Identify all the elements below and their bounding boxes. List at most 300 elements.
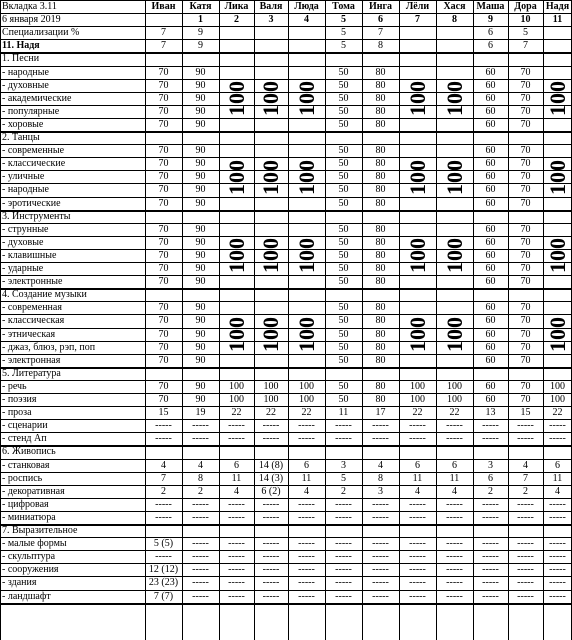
column-number: 9 [488,14,493,26]
value-cell: 6 [452,459,457,471]
section-title: 1. Песни [2,53,40,65]
value-cell: 60 [485,197,496,209]
value-cell: 90 [195,92,206,104]
merged-value-cell: 100 [544,158,570,195]
value-cell: 60 [485,66,496,78]
column-divider [219,0,220,640]
value-cell: 50 [338,341,349,353]
value-cell: 70 [520,354,531,366]
value-cell: ----- [298,564,315,576]
value-cell: ----- [446,538,463,550]
value-cell: ----- [335,577,352,589]
value-cell: 50 [338,223,349,235]
row-label: - сценарии [2,420,48,432]
row-divider [0,183,572,184]
value-cell: ----- [409,590,426,602]
value-cell: ----- [262,590,280,602]
value-cell: 70 [158,354,169,366]
value-cell: 100 [410,394,425,405]
value-cell: 70 [158,328,169,340]
value-cell [399,39,436,52]
value-cell: 60 [485,380,496,392]
value-cell: 50 [338,380,349,392]
value-cell: 4 [198,459,203,471]
column-divider [508,0,509,640]
value-cell: 60 [485,79,496,91]
column-number: 6 [378,14,383,26]
column-divider [399,0,400,640]
value-cell: ----- [372,590,389,602]
value-cell: 90 [195,118,206,130]
value-cell: ----- [155,498,172,510]
value-cell: 90 [195,236,206,248]
value-cell: 70 [520,302,531,314]
row-divider [0,341,572,342]
value-cell: ----- [549,538,566,550]
value-cell [219,26,254,39]
value-cell: ----- [228,420,245,432]
section-title: 7. Выразительное [2,525,78,536]
value-cell: ----- [155,420,172,432]
row-divider [0,354,572,355]
value-cell: 70 [158,394,169,405]
value-cell: ----- [192,498,209,510]
value-cell: 100 [299,394,314,405]
merged-value-cell: 100 [258,237,283,274]
value-cell: 100 [263,380,279,392]
value-cell: 3 [378,485,383,497]
value-cell: 4 [555,485,560,497]
value-cell: 8 [198,472,203,484]
value-cell: 70 [520,315,531,327]
value-cell [436,39,473,52]
value-cell: ----- [446,420,463,432]
value-cell: ----- [517,511,534,523]
value-cell: 80 [375,276,386,288]
row-label: - скульптура [2,551,56,563]
value-cell: ----- [446,564,463,576]
value-cell: 50 [338,394,349,405]
value-cell [219,39,254,52]
value-cell: ----- [262,433,280,445]
column-number: 10 [520,14,531,26]
row-divider [0,432,572,433]
value-cell: ----- [549,590,566,602]
row-divider [0,66,572,67]
row-divider [0,314,572,315]
value-cell: 60 [485,145,496,157]
value-cell: ----- [446,577,463,589]
value-cell: 80 [375,197,386,209]
row-divider [0,197,572,198]
value-cell: 60 [485,341,496,353]
row-divider [0,118,572,119]
value-cell: ----- [482,564,499,576]
value-cell: 80 [375,263,386,274]
value-cell: ----- [446,433,463,445]
sheet-title: Вкладка 3.11 [2,1,57,12]
value-cell: 70 [520,79,531,91]
value-cell: 11 [231,472,242,484]
value-cell: 12 (12) [148,564,179,576]
row-label: - ударные [2,263,44,274]
value-cell: ----- [549,420,566,432]
value-cell: 23 (23) [148,577,179,589]
value-cell: ----- [192,577,209,589]
value-cell: ----- [372,498,389,510]
row-divider [0,406,572,407]
value-cell: 70 [520,263,531,274]
value-cell: 6 [488,40,493,52]
value-cell: 2 [198,485,203,497]
merged-value-cell: 100 [404,316,430,353]
row-label: - духовые [2,236,44,248]
row-divider [0,262,572,263]
value-cell: ----- [372,577,389,589]
value-cell: ----- [409,498,426,510]
value-cell: 6 [488,472,493,484]
value-cell: ----- [228,433,245,445]
value-cell: 50 [338,79,349,91]
value-cell [288,39,325,52]
value-cell: ----- [372,433,389,445]
column-divider [254,0,255,640]
merged-value-cell: 100 [293,158,319,195]
row-label: - джаз, блюз, рэп, поп [2,341,96,353]
value-cell: 80 [375,236,386,248]
value-cell: ----- [482,551,499,563]
value-cell: 2 [488,485,493,497]
value-cell: ----- [549,433,566,445]
row-label: - народные [2,184,49,196]
value-cell [254,39,288,52]
value-cell: 22 [231,407,242,419]
value-cell: 70 [520,328,531,340]
value-cell: ----- [549,511,566,523]
value-cell: 60 [485,263,496,274]
merged-value-cell: 100 [404,80,430,117]
value-cell: 70 [158,276,169,288]
column-number: 4 [304,14,309,26]
row-divider [0,563,572,564]
value-cell: ----- [409,511,426,523]
column-name: Надя [545,1,570,12]
value-cell: ----- [155,433,172,445]
column-name: Хася [443,1,466,12]
merged-value-cell: 100 [544,237,570,274]
value-cell: 5 (5) [153,538,174,550]
value-cell: 50 [338,105,349,117]
value-cell: 90 [195,79,206,91]
row-label: - декоративная [2,485,65,497]
value-cell: 90 [195,184,206,196]
value-cell: ----- [155,511,172,523]
value-cell: 60 [485,184,496,196]
value-cell: ----- [517,590,534,602]
value-cell: 100 [410,380,425,392]
column-name: Инга [368,1,393,12]
value-cell: 50 [338,184,349,196]
row-divider [0,79,572,80]
row-label: - малые формы [2,538,67,550]
value-cell: ----- [372,538,389,550]
row-divider [0,393,572,394]
merged-value-cell: 100 [441,80,467,117]
value-cell: 6 [488,27,493,39]
column-number: 1 [198,14,203,26]
row-divider [0,301,572,302]
value-cell: 90 [195,380,206,392]
value-cell [436,26,473,39]
value-cell: 6 (2) [261,485,281,497]
row-label: - этническая [2,328,56,340]
value-cell: ----- [192,551,209,563]
value-cell: ----- [298,538,315,550]
row-divider [0,419,572,420]
row-divider [0,157,572,158]
row-divider [0,170,572,171]
value-cell: ----- [192,538,209,550]
value-cell: ----- [262,498,280,510]
value-cell: ----- [409,564,426,576]
value-cell: 4 [415,485,420,497]
value-cell: 50 [338,118,349,130]
value-cell: 60 [485,302,496,314]
merged-value-cell: 100 [293,80,319,117]
value-cell: ----- [517,577,534,589]
value-cell: 80 [375,328,386,340]
row-divider [0,236,572,237]
value-cell: ----- [335,551,352,563]
row-label: - здания [2,577,37,589]
value-cell: 60 [485,236,496,248]
value-cell: 70 [158,145,169,157]
value-cell: 80 [375,394,386,405]
merged-value-cell: 100 [258,316,283,353]
column-name: Маша [476,1,505,12]
column-name: Люда [294,1,319,12]
value-cell: 7 [523,40,528,52]
column-name: Тома [332,1,355,12]
section-title: 6. Живопись [2,446,56,458]
value-cell: 3 [488,459,493,471]
value-cell: ----- [228,498,245,510]
column-name: Катя [189,1,212,12]
value-cell: 70 [520,184,531,196]
value-cell: ----- [192,433,209,445]
value-cell: 60 [485,105,496,117]
row-divider [0,0,572,1]
value-cell: ----- [335,511,352,523]
row-label: - роспись [2,472,43,484]
column-divider [543,0,544,640]
column-number: 3 [268,14,274,26]
row-divider [0,459,572,460]
value-cell: ----- [262,511,280,523]
value-cell: 80 [375,118,386,130]
value-cell: ----- [446,551,463,563]
row-label: - проза [2,407,32,419]
value-cell: ----- [262,577,280,589]
merged-value-cell: 100 [258,158,283,195]
value-cell: 4 [378,459,383,471]
merged-value-cell: 100 [441,158,467,195]
value-cell: 70 [520,118,531,130]
row-divider [0,485,572,486]
value-cell: 22 [449,407,460,419]
value-cell: 90 [195,171,206,183]
value-cell: 70 [158,236,169,248]
row-divider [0,275,572,276]
column-divider [436,0,437,640]
value-cell: 50 [338,354,349,366]
value-cell: 70 [520,105,531,117]
value-cell: ----- [192,564,209,576]
value-cell: ----- [262,538,280,550]
value-cell: 70 [520,158,531,170]
value-cell: ----- [262,551,280,563]
value-cell: 80 [375,145,386,157]
value-cell: 70 [158,92,169,104]
value-cell: 50 [338,92,349,104]
row-divider [0,328,572,329]
value-cell: ----- [262,564,280,576]
value-cell: 2 [161,485,166,497]
sheet-date: 6 января 2019 [2,14,61,26]
value-cell: ----- [298,433,315,445]
row-label: - электронные [2,276,63,288]
merged-value-cell: 100 [258,80,283,117]
row-label: - ландшафт [2,590,51,602]
merged-value-cell: 100 [293,316,319,353]
row-label: - клавишные [2,249,57,261]
value-cell: ----- [482,511,499,523]
value-cell: 50 [338,171,349,183]
value-cell: 70 [520,394,531,405]
value-cell: 70 [158,171,169,183]
value-cell: 70 [158,197,169,209]
value-cell: ----- [335,590,352,602]
value-cell: 70 [158,249,169,261]
value-cell: 80 [375,223,386,235]
value-cell: 4 [304,485,309,497]
column-number: 2 [234,14,239,26]
value-cell: 80 [375,302,386,314]
value-cell: ----- [372,511,389,523]
value-cell: 100 [447,380,462,392]
row-label: 11. Надя [2,40,40,52]
value-cell: ----- [446,511,463,523]
value-cell: ----- [335,420,352,432]
value-cell: 70 [520,197,531,209]
row-label: - речь [2,380,27,392]
row-divider [0,511,572,512]
value-cell: ----- [409,551,426,563]
row-divider [0,249,572,250]
value-cell: ----- [549,551,566,563]
value-cell: ----- [482,577,499,589]
value-cell: 70 [158,315,169,327]
value-cell: ----- [192,590,209,602]
value-cell: ----- [409,433,426,445]
column-divider [288,0,289,640]
value-cell: ----- [335,498,352,510]
section-title: 5. Литература [2,367,61,379]
value-cell: 50 [338,276,349,288]
value-cell: 90 [195,328,206,340]
column-divider [362,0,363,640]
section-title: 3. Инструменты [2,210,71,222]
value-cell: 90 [195,341,206,353]
value-cell: ----- [228,590,245,602]
value-cell: 17 [375,407,386,419]
value-cell: 14 (8) [258,459,284,471]
row-label: - народные [2,66,49,78]
merged-value-cell: 100 [223,237,249,274]
value-cell: 90 [195,394,206,405]
value-cell: 100 [550,380,565,392]
value-cell: 80 [375,315,386,327]
value-cell: 80 [375,184,386,196]
value-cell: 90 [195,145,206,157]
value-cell: 8 [378,472,383,484]
row-divider [0,380,572,381]
column-name: Лика [224,1,249,12]
value-cell: ----- [298,498,315,510]
row-label: - эротические [2,197,61,209]
value-cell: ----- [517,564,534,576]
value-cell: 70 [520,66,531,78]
column-name: Лёли [405,1,430,12]
value-cell: 60 [485,92,496,104]
value-cell: 3 [341,459,346,471]
value-cell: 9 [198,27,203,39]
value-cell: 50 [338,249,349,261]
value-cell: ----- [335,538,352,550]
merged-value-cell: 100 [223,316,249,353]
value-cell: 90 [195,66,206,78]
value-cell: 60 [485,394,496,405]
value-cell: 70 [158,79,169,91]
value-cell: 60 [485,171,496,183]
row-divider [0,105,572,106]
value-cell [288,26,325,39]
value-cell: ----- [409,420,426,432]
value-cell: ----- [155,551,172,563]
column-number: 8 [452,14,457,26]
row-divider [0,537,572,538]
value-cell: 70 [158,158,169,170]
row-divider [0,550,572,551]
merged-value-cell: 100 [223,80,249,117]
row-divider [0,472,572,473]
value-cell: 8 [378,40,383,52]
merged-value-cell: 100 [544,80,570,117]
value-cell: ----- [298,590,315,602]
merged-value-cell: 100 [544,316,570,353]
column-number [145,13,182,26]
row-divider [0,590,572,591]
value-cell: 80 [375,249,386,261]
value-cell: 60 [485,223,496,235]
value-cell: 80 [375,92,386,104]
value-cell: 5 [341,472,346,484]
value-cell: 80 [375,79,386,91]
row-divider [0,603,572,605]
value-cell [543,26,572,39]
value-cell: ----- [517,538,534,550]
value-cell: 70 [520,92,531,104]
